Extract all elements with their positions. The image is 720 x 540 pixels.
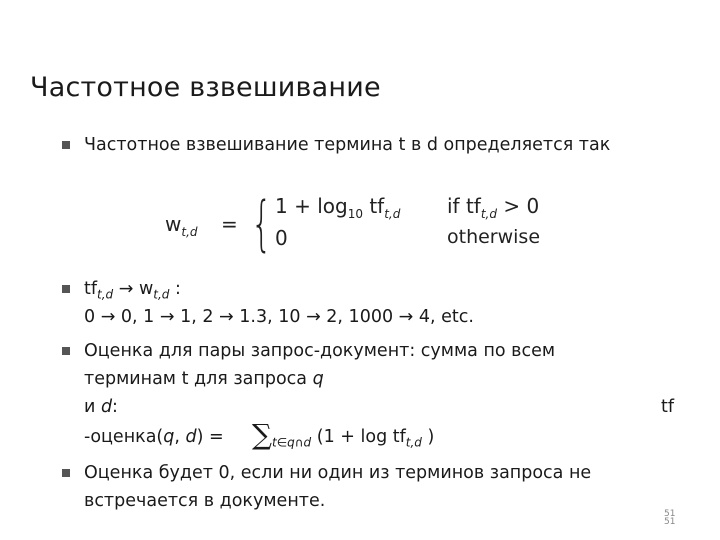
sum-expression: $_{t\in q\cap d}$ ($1 + \log tf_{t,d}$ )	[272, 427, 435, 450]
left-brace: {	[251, 189, 273, 259]
page-number: 51 51	[664, 509, 676, 527]
formula-case-2: 0	[275, 226, 288, 250]
bullet-text: Оценка будет 0, если ни один из терминов запроса не	[84, 463, 592, 483]
formula-condition-1: if $tf_{t,d} > 0$	[447, 194, 540, 221]
bullet-marker	[62, 347, 70, 355]
bullet-text-mapping: $tf_{t,d} \to w_{t,d}$ :	[84, 279, 181, 302]
bullet-text: Оценка для пары запрос-документ: сумма по всем	[84, 341, 556, 361]
formula-lhs: $w_{t,d}$	[165, 212, 198, 239]
bullet-text: Частотное взвешивание термина t в d определяется так	[84, 135, 611, 155]
bullet-text-examples: 0 → 0, 1 → 1, 2 → 1.3, 10 → 2, 1000 → 4, etc.	[84, 307, 474, 327]
bullet-text-line: встречается в документе.	[84, 491, 326, 511]
bullet-marker	[62, 285, 70, 293]
tf-weight-formula	[165, 190, 585, 260]
bullet-text-line: терминам t для запроса q	[84, 369, 324, 389]
slide-title: Частотное взвешивание	[30, 72, 381, 103]
formula-equals: =	[221, 212, 238, 236]
tf-label-right: tf	[661, 397, 675, 417]
bullet-marker	[62, 469, 70, 477]
sum-symbol: ∑	[252, 418, 272, 451]
formula-case-1: $1 + \log_{10} tf_{t,d}$	[275, 194, 401, 221]
bullet-marker	[62, 141, 70, 149]
bullet-text-score: -оценка(q, d) =	[84, 427, 224, 447]
bullet-text-line: и d:	[84, 397, 118, 417]
formula-condition-2: otherwise	[447, 226, 541, 248]
